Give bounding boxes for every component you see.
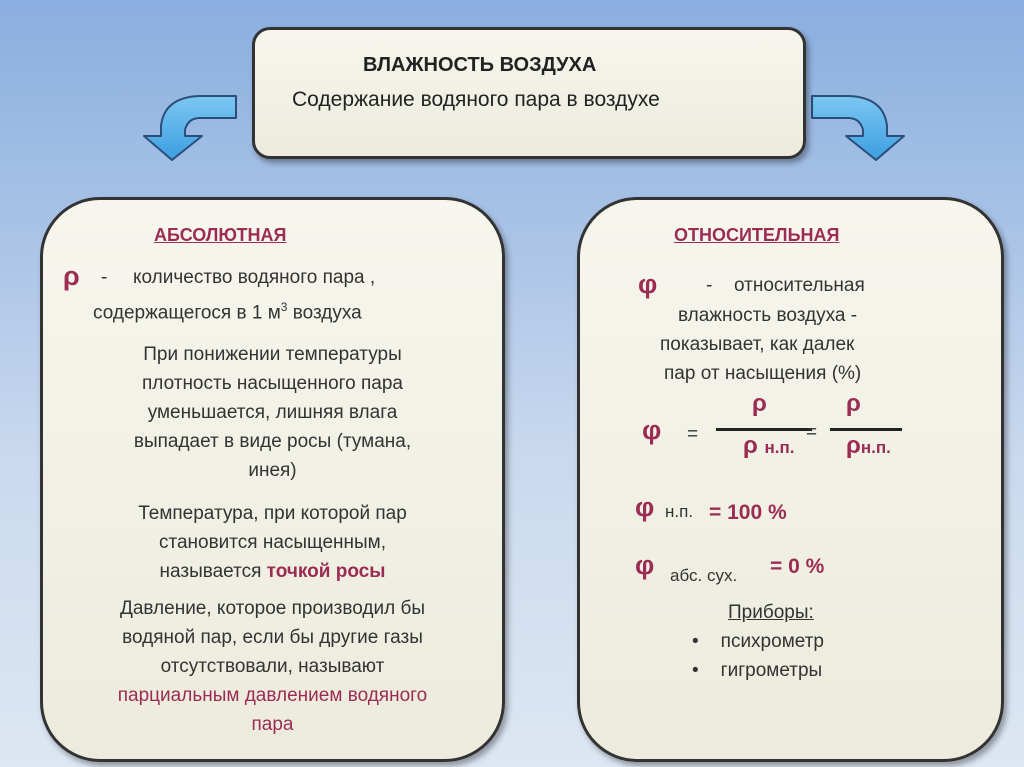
formula-eq2: = [806, 422, 818, 443]
absolute-section-title: АБСОЛЮТНАЯ [154, 225, 287, 245]
formula-phi: φ [642, 415, 662, 445]
def-line-3: показывает, как далек [660, 334, 855, 355]
sat-subscript: н.п. [665, 502, 694, 521]
formula-den2: ρн.п. [846, 432, 891, 459]
def-dash: - [706, 275, 713, 296]
sat-phi: φ [635, 492, 655, 522]
dew-point-term: точкой росы [266, 561, 386, 582]
device-item: • гигрометры [692, 660, 823, 681]
topic-header-box [252, 27, 806, 159]
fraction-line-1 [716, 428, 812, 431]
relative-humidity-card [577, 197, 1004, 762]
dew-paragraph: При понижении температуры плотность насыщенного пара уменьшается, лишняя влага выпадает в виде росы (тумана, инея) [133, 344, 412, 481]
formula-den1: ρ н.п. [743, 432, 795, 459]
def-line-4: пар от насыщения (%) [664, 363, 862, 384]
formula-num2: ρ [846, 390, 861, 417]
formula-eq1: = [687, 424, 699, 445]
fraction-line-2 [830, 428, 902, 431]
page-title: ВЛАЖНОСТЬ ВОЗДУХА [363, 54, 597, 76]
def-line-2: содержащегося в 1 $м^3$ воздуха [93, 300, 362, 324]
left-curved-arrow-icon [140, 88, 240, 166]
def-line-2: влажность воздуха - [678, 305, 858, 326]
absolute-humidity-card [40, 197, 505, 762]
sat-value: = 100 % [709, 501, 787, 524]
dry-subscript: абс. сух. [670, 566, 738, 585]
def-dash: - [101, 267, 108, 288]
devices-title: Приборы: [728, 602, 814, 623]
dry-phi: φ [635, 550, 655, 580]
phi-symbol: φ [638, 269, 658, 299]
page-subtitle: Содержание водяного пара в воздухе [292, 88, 660, 111]
dry-value: = 0 % [770, 555, 825, 578]
partial-pressure-paragraph: Давление, которое производил бы водяной пар, если бы другие газы отсутствовали, называют парциальным давлением водяного пара [43, 594, 502, 739]
partial-pressure-term: парциальным давлением водяного [117, 685, 428, 706]
dew-point-paragraph: Температура, при которой пар становится насыщенным, называется точкой росы [138, 503, 407, 582]
formula-num1: ρ [752, 390, 767, 417]
device-item: • психрометр [692, 631, 824, 652]
relative-section-title: ОТНОСИТЕЛЬНАЯ [674, 225, 840, 245]
def-line-1: количество водяного пара , [133, 267, 376, 288]
rho-symbol: ρ [63, 261, 80, 291]
def-line-1: относительная [734, 275, 865, 296]
right-curved-arrow-icon [808, 88, 908, 166]
